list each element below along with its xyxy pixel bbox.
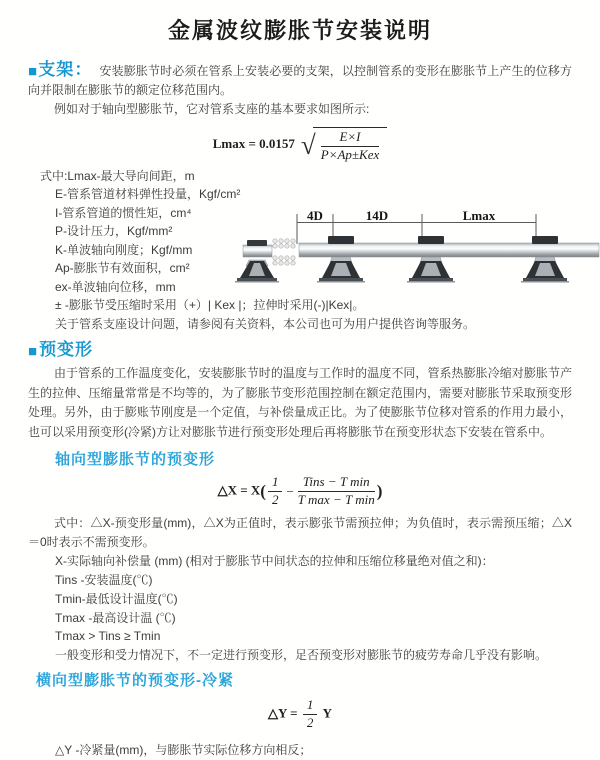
- half-denominator: 2: [306, 714, 314, 730]
- support-intro-text: 安装膨胀节时必须在管系上安装必要的支架，以控制管系的变形在膨胀节上产生的位移方向并限制在膨胀节的额定位移范围内。: [28, 64, 573, 97]
- half-numerator: 1: [268, 475, 283, 492]
- axial-preform-heading: 轴向型膨胀节的预变形: [55, 451, 216, 469]
- support-example-line: 例如对于轴向型膨胀节，它对管系支座的基本要求如图所示:: [54, 102, 370, 116]
- one-half-fraction: [268, 475, 283, 508]
- support-section-heading: 支架：: [38, 60, 93, 79]
- temperature-fraction: [298, 475, 375, 508]
- definition-line: Tmax -最高设计温 (℃): [55, 610, 176, 625]
- temp-fraction-denominator: T max − T min: [297, 492, 375, 508]
- definition-line: Tins -安装温度(℃): [55, 573, 153, 588]
- temp-fraction-numerator: Tins − T min: [298, 475, 375, 492]
- definition-line: P-设计压力，Kgf/mm²: [55, 224, 173, 239]
- support-intro-paragraph: [28, 60, 572, 100]
- page-title: 金属波纹膨胀节安装说明: [167, 18, 432, 43]
- definition-line: X-实际轴向补偿量 (mm) (相对于膨胀节中间状态的拉伸和压缩位移量绝对值之和)：: [55, 554, 494, 569]
- variable-definitions: [28, 167, 572, 334]
- definition-line: I-管系管道的惯性矩，cm⁴: [55, 205, 192, 220]
- definition-line: Tmax > Tins ≥ Tmin: [55, 629, 161, 644]
- one-half-fraction: [303, 698, 318, 731]
- dim-label-4d: 4D: [307, 208, 323, 223]
- section-square-icon: ■: [28, 63, 38, 80]
- lmax-fraction-denominator: P×Ap±Kex: [320, 146, 380, 162]
- left-paren: (: [260, 481, 266, 501]
- axial-formula-lhs: △X = X: [217, 482, 261, 498]
- definition-line: E-管系管道材料弹性投量，Kgf/cm²: [55, 187, 241, 202]
- lateral-preform-formula: [28, 698, 572, 731]
- half-numerator: 1: [303, 698, 318, 715]
- definition-line: 式中:Lmax-最大导向间距，m: [40, 168, 195, 183]
- preform-section-heading: [28, 335, 572, 360]
- lmax-fraction-numerator: E×I: [321, 130, 380, 147]
- lateral-formula-rhs: Y: [322, 705, 332, 721]
- axial-definitions: [28, 552, 572, 665]
- definition-line: Tmin-最低设计温度(℃): [55, 591, 178, 606]
- preform-body-paragraph: 由于管系的工作温度变化，安装膨胀节时的温度与工作时的温度不同，管系热膨胀冷缩对膨胀节产生的拉伸、压缩量常常是不均等的，为了膨胀节变形范围控制在额定范围内，需要对膨胀节采取预变形处理。另外，由于膨账节刚度是一个定值，与补偿量成正比。为了使膨胀节位移对管系的作用力最小，也可以采用预变形(冷紧)方让对膨胀节进行预变形处理后再将膨胀节在预变形状态下安装在管系中。: [28, 366, 572, 439]
- cold-pull-explanation: △Y -冷紧量(mm)，与膨胀节实际位移方向相反；: [55, 742, 312, 757]
- dim-label-lmax: Lmax: [462, 208, 496, 223]
- document-page: [0, 14, 600, 757]
- lateral-definitions: [28, 741, 572, 760]
- lateral-preform-heading: 横向型膨胀节的预变形-冷紧: [36, 672, 234, 690]
- lmax-fraction: [321, 130, 380, 163]
- half-denominator: 2: [271, 492, 279, 508]
- right-paren: ): [376, 481, 383, 501]
- section-square-icon: ■: [28, 343, 39, 361]
- lmax-formula-lhs: Lmax = 0.0157: [212, 135, 295, 151]
- definition-line: ex-单波轴向位移，mm: [55, 279, 176, 294]
- definition-line: Ap-膨胀节有效面积，cm²: [55, 261, 190, 276]
- sqrt-radicand: [313, 127, 388, 163]
- minus-operator: −: [286, 483, 294, 499]
- dim-label-14d: 14D: [365, 208, 389, 223]
- preform-heading-text: 预变形: [39, 340, 94, 360]
- definition-line: ± -膨胀节受压缩时采用（+）| Kex |；拉伸时采用(-)|Kex|。: [55, 298, 365, 313]
- fatigue-note-line: 一般变形和受力情况下，不一定进行预变形，足否预变形对膨胀节的疲劳寿命几乎没有影响。: [55, 648, 548, 663]
- axial-preform-formula: [28, 475, 572, 508]
- support-consulting-note: 关于管系支座设计问题，请参阅有关资料，本公司也可为用户提供咨询等服务。: [55, 316, 476, 331]
- lateral-formula-lhs: △Y =: [268, 705, 298, 721]
- axial-formula-explanation: 式中：△X-预变形量(mm)，△X为正值时，表示膨张节需预拉伸；为负值时，表示需预压缩；△X＝0时表示不需预变形。: [28, 516, 572, 550]
- lmax-formula: [28, 127, 572, 163]
- sqrt-icon: √: [300, 129, 316, 160]
- definition-line: K-单波轴向刚度；Kgf/mm: [55, 242, 193, 257]
